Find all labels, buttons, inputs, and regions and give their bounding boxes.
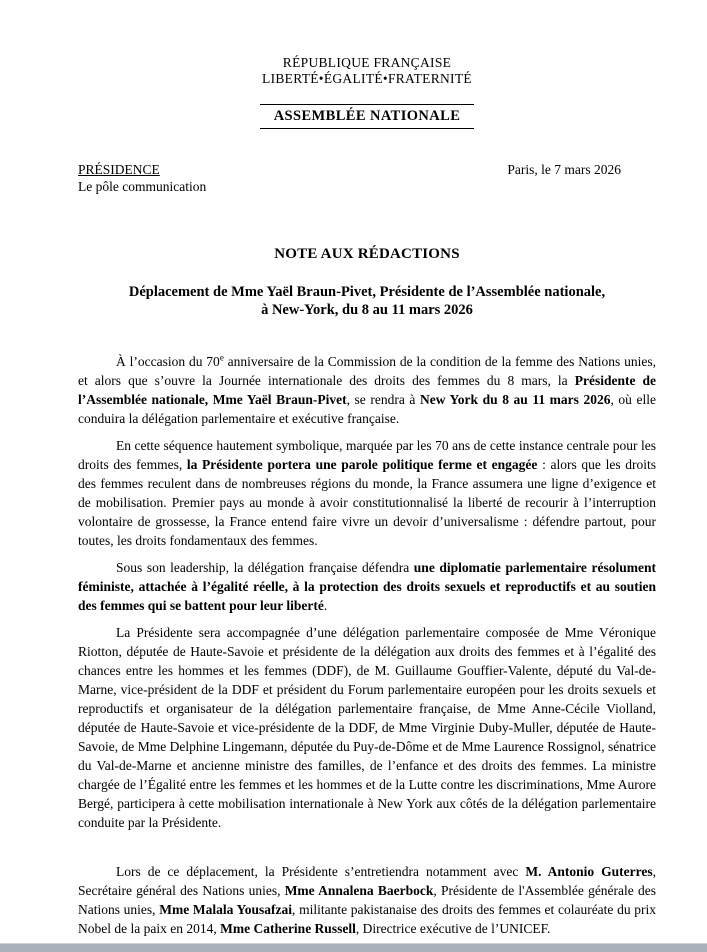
motto-line: LIBERTÉ•ÉGALITÉ•FRATERNITÉ bbox=[262, 71, 472, 86]
institution-name: ASSEMBLÉE NATIONALE bbox=[260, 104, 475, 129]
issuer-service: PRÉSIDENCE bbox=[78, 162, 160, 177]
paragraph: À l’occasion du 70e anniversaire de la Commission de la condition de la femme des Nations unies, et alors que s’ouvre la Journée internationale des droits des femmes du 8 mars, la Présidente de l’Assemblée nationale, Mme Yaël Braun-Pivet, se rendra à New York du 8 au 11 mars 2026, où elle conduira la délégation parlementaire et exécutive française. bbox=[78, 352, 656, 426]
issuer-block bbox=[78, 161, 206, 195]
paragraph: En cette séquence hautement symbolique, marquée par les 70 ans de cette instance centrale pour les droits des femmes, la Présidente portera une parole politique ferme et engagée : alors que les droits des femmes reculent dans de nombreuses régions du monde, la France assumera une ligne d’exigence et de mobilisation. Premier pays au monde à avoir constitutionnalisé la liberté de recourir à l’interruption volontaire de grossesse, la France entend faire vivre un devoir d’universalisme : défendre partout, pour toutes, les droits fondamentaux des femmes. bbox=[78, 438, 657, 548]
meta-row bbox=[78, 161, 656, 195]
subject-line-2: à New-York, du 8 au 11 mars 2026 bbox=[261, 302, 473, 318]
dateline: Paris, le 7 mars 2026 bbox=[507, 162, 621, 177]
paragraph: Lors de ce déplacement, la Présidente s’entretiendra notamment avec M. Antonio Guterres, Secrétaire général des Nations unies, Mme Annalena Baerbock, Présidente de l'Assemblée générale des Nations unies, Mme Malala Yousafzai, militante pakistanaise des droits des femmes et colauréate du prix Nobel de la paix en 2014, Mme Catherine Russell, Directrice exécutive de l’UNICEF. bbox=[78, 864, 657, 936]
subject-line-1: Déplacement de Mme Yaël Braun-Pivet, Présidente de l’Assemblée nationale, bbox=[128, 284, 606, 300]
issuer-department: Le pôle communication bbox=[78, 179, 207, 194]
subject-title bbox=[78, 283, 656, 319]
document-body bbox=[78, 352, 656, 938]
horizontal-scrollbar[interactable] bbox=[0, 943, 707, 952]
republic-line: RÉPUBLIQUE FRANÇAISE bbox=[282, 55, 452, 70]
institution-banner bbox=[78, 104, 656, 129]
paragraph: Sous son leadership, la délégation française défendra une diplomatie parlementaire résolument féministe, attachée à l’égalité réelle, à la protection des droits sexuels et reproductifs et au soutien des femmes qui se battent pour leur liberté. bbox=[78, 560, 656, 613]
document-header bbox=[78, 55, 656, 87]
horizontal-scrollbar-thumb[interactable] bbox=[0, 944, 707, 952]
paragraph: La Présidente sera accompagnée d’une délégation parlementaire composée de Mme Véronique Riotton, députée de Haute-Savoie et présidente de la délégation aux droits des femmes et à l’égalité des chances entre les hommes et les femmes (DDF), de M. Guillaume Gouffier-Valente, député du Val-de-Marne, vice-président de la DDF et président du Forum parlementaire européen pour les droits sexuels et reproductifs et organisateur de la délégation parlementaire française, de Mme Anne-Cécile Violland, députée de Haute-Savoie et vice-présidente de la DDF, de Mme Virginie Duby-Muller, députée de Haute-Savoie, de Mme Delphine Lingemann, députée du Puy-de-Dôme et de Mme Laurence Rossignol, sénatrice du Val-de-Marne et ancienne ministre des familles, de l’enfance et des droits des femmes. La ministre chargée de l’Égalité entre les femmes et les hommes et de la Lutte contre les discriminations, Mme Aurore Bergé, participera à cette mobilisation internationale à New York aux côtés de la délégation parlementaire conduite par la Présidente. bbox=[78, 625, 656, 830]
note-title: NOTE AUX RÉDACTIONS bbox=[274, 246, 460, 262]
